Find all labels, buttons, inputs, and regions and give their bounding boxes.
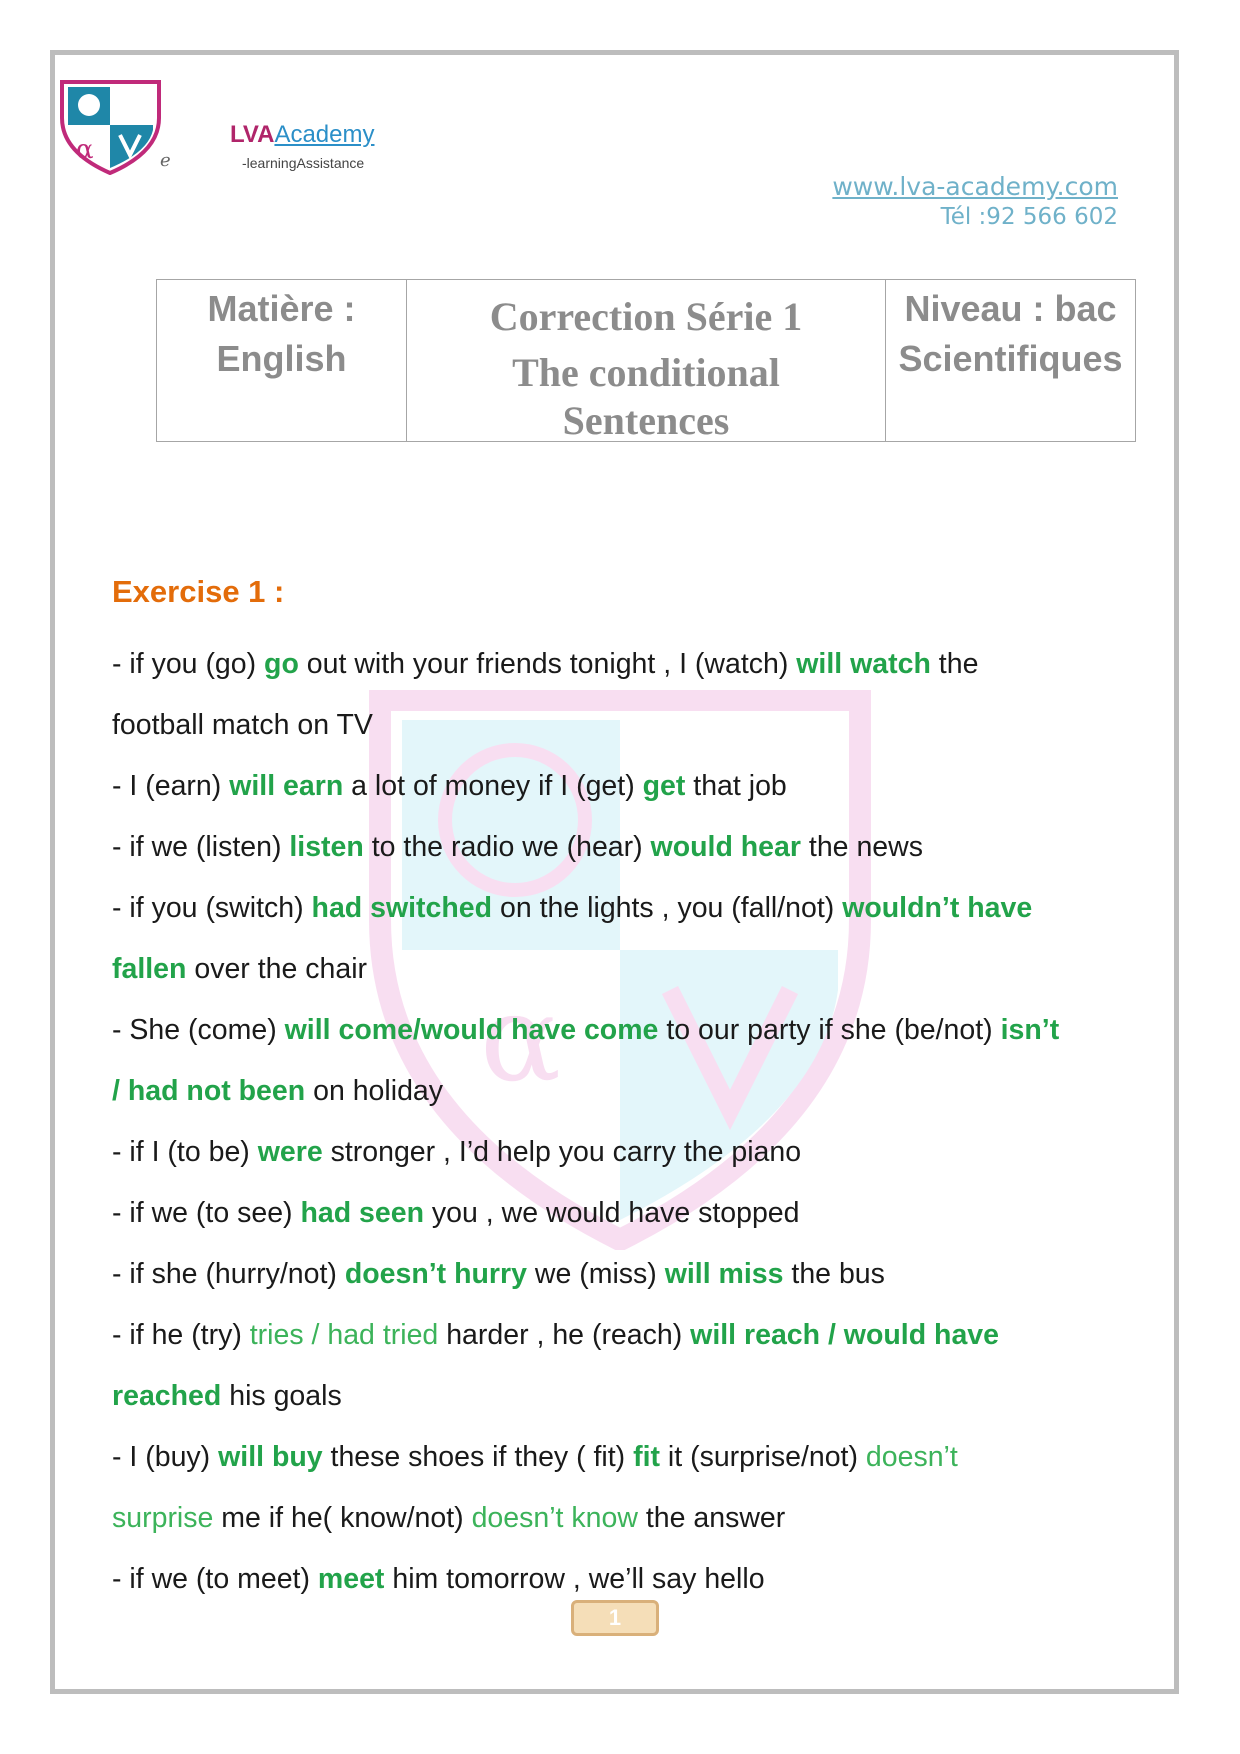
sentence-text: the bus bbox=[783, 1258, 885, 1290]
exercise-lines bbox=[112, 634, 1122, 1610]
answer-text: / had not been bbox=[112, 1075, 306, 1107]
sentence-text: the answer bbox=[637, 1502, 786, 1534]
sentence-text: that job bbox=[685, 770, 787, 802]
answer-text: go bbox=[264, 648, 299, 680]
answer-text: wouldn’t have bbox=[842, 892, 1033, 924]
exercise-line bbox=[112, 1000, 1122, 1061]
sentence-text: we (miss) bbox=[526, 1258, 665, 1290]
answer-text: had seen bbox=[300, 1197, 425, 1229]
sentence-text: over the chair bbox=[186, 953, 368, 985]
title-cell bbox=[407, 280, 886, 442]
exercise-line bbox=[112, 756, 1122, 817]
answer-text: doesn’t bbox=[865, 1441, 958, 1473]
brand-name bbox=[230, 121, 374, 149]
sentence-text: - if you (go) bbox=[112, 648, 265, 680]
exercise-line bbox=[112, 634, 1122, 695]
exercise-line bbox=[112, 1488, 1122, 1549]
sentence-text: you , we would have stopped bbox=[424, 1197, 800, 1229]
website-link[interactable]: www.lva-academy.com bbox=[832, 172, 1118, 201]
sentence-text: - if we (to meet) bbox=[112, 1563, 318, 1595]
exercise-section bbox=[112, 570, 1122, 1610]
header-table bbox=[156, 279, 1136, 442]
document-title: Correction Série 1 bbox=[489, 294, 803, 339]
answer-text: meet bbox=[317, 1563, 385, 1595]
answer-text: will earn bbox=[229, 770, 344, 802]
answer-text: doesn’t hurry bbox=[344, 1258, 527, 1290]
exercise-line bbox=[112, 878, 1122, 939]
lva-logo-icon bbox=[58, 80, 163, 175]
sentence-text: out with your friends tonight , I (watch) bbox=[298, 648, 797, 680]
answer-text: tries / had tried bbox=[249, 1319, 439, 1351]
answer-text: had switched bbox=[311, 892, 493, 924]
subject-value: English bbox=[216, 338, 347, 379]
brand-name-part2: Academy bbox=[274, 121, 375, 148]
answer-text: fit bbox=[633, 1441, 660, 1473]
sentence-text: - if we (listen) bbox=[112, 831, 290, 863]
subject-label: Matière : bbox=[207, 288, 356, 329]
answer-text: will buy bbox=[218, 1441, 323, 1473]
exercise-line bbox=[112, 939, 1122, 1000]
sentence-text: - I (buy) bbox=[112, 1441, 219, 1473]
answer-text: listen bbox=[289, 831, 364, 863]
level-cell bbox=[886, 280, 1136, 442]
level-label: Niveau : bac bbox=[904, 288, 1117, 329]
document-subtitle-line1: The conditional bbox=[512, 350, 780, 395]
answer-text: were bbox=[257, 1136, 323, 1168]
sentence-text: - if you (switch) bbox=[112, 892, 312, 924]
sentence-text: football match on TV bbox=[112, 709, 373, 741]
exercise-line bbox=[112, 817, 1122, 878]
answer-text: will reach / would have bbox=[690, 1319, 999, 1351]
exercise-line bbox=[112, 1244, 1122, 1305]
answer-text: doesn’t know bbox=[471, 1502, 638, 1534]
sentence-text: - if he (try) bbox=[112, 1319, 250, 1351]
answer-text: will miss bbox=[664, 1258, 784, 1290]
sentence-text: - if she (hurry/not) bbox=[112, 1258, 345, 1290]
answer-text: will watch bbox=[796, 648, 931, 680]
sentence-text: me if he( know/not) bbox=[213, 1502, 472, 1534]
phone-number: Tél :92 566 602 bbox=[940, 204, 1118, 230]
sentence-text: - She (come) bbox=[112, 1014, 285, 1046]
brand-tagline: -learningAssistance bbox=[242, 155, 365, 171]
exercise-line bbox=[112, 1366, 1122, 1427]
answer-text: get bbox=[642, 770, 686, 802]
sentence-text: on the lights , you (fall/not) bbox=[492, 892, 843, 924]
sentence-text: him tomorrow , we’ll say hello bbox=[384, 1563, 765, 1595]
exercise-line bbox=[112, 1183, 1122, 1244]
exercise-line bbox=[112, 1305, 1122, 1366]
sentence-text: - if we (to see) bbox=[112, 1197, 301, 1229]
sentence-text: his goals bbox=[221, 1380, 342, 1412]
exercise-title: Exercise 1 : bbox=[112, 574, 285, 609]
sentence-text: - if I (to be) bbox=[112, 1136, 258, 1168]
sentence-text: it (surprise/not) bbox=[660, 1441, 866, 1473]
exercise-line bbox=[112, 1427, 1122, 1488]
sentence-text: these shoes if they ( fit) bbox=[322, 1441, 634, 1473]
sentence-text: harder , he (reach) bbox=[438, 1319, 691, 1351]
sentence-text: stronger , I’d help you carry the piano bbox=[322, 1136, 802, 1168]
answer-text: reached bbox=[112, 1380, 222, 1412]
answer-text: fallen bbox=[112, 953, 187, 985]
logo-letter: e bbox=[160, 150, 171, 171]
sentence-text: to our party if she (be/not) bbox=[658, 1014, 1001, 1046]
sentence-text: the bbox=[930, 648, 979, 680]
brand-name-part1: LVA bbox=[230, 121, 275, 148]
sentence-text: the news bbox=[800, 831, 923, 863]
subject-cell bbox=[157, 280, 407, 442]
sentence-text: on holiday bbox=[305, 1075, 444, 1107]
exercise-line bbox=[112, 1061, 1122, 1122]
exercise-line bbox=[112, 1122, 1122, 1183]
sentence-text: to the radio we (hear) bbox=[363, 831, 651, 863]
answer-text: would hear bbox=[650, 831, 801, 863]
answer-text: will come/would have come bbox=[284, 1014, 659, 1046]
answer-text: isn’t bbox=[1000, 1014, 1060, 1046]
svg-text:α: α bbox=[76, 135, 94, 165]
svg-text:α: α bbox=[480, 970, 562, 1109]
page-number: 1 bbox=[571, 1600, 659, 1636]
sentence-text: - I (earn) bbox=[112, 770, 230, 802]
exercise-line bbox=[112, 695, 1122, 756]
answer-text: surprise bbox=[112, 1502, 214, 1534]
document-subtitle-line2: Sentences bbox=[562, 398, 730, 443]
sentence-text: a lot of money if I (get) bbox=[343, 770, 643, 802]
level-value: Scientifiques bbox=[898, 338, 1123, 379]
